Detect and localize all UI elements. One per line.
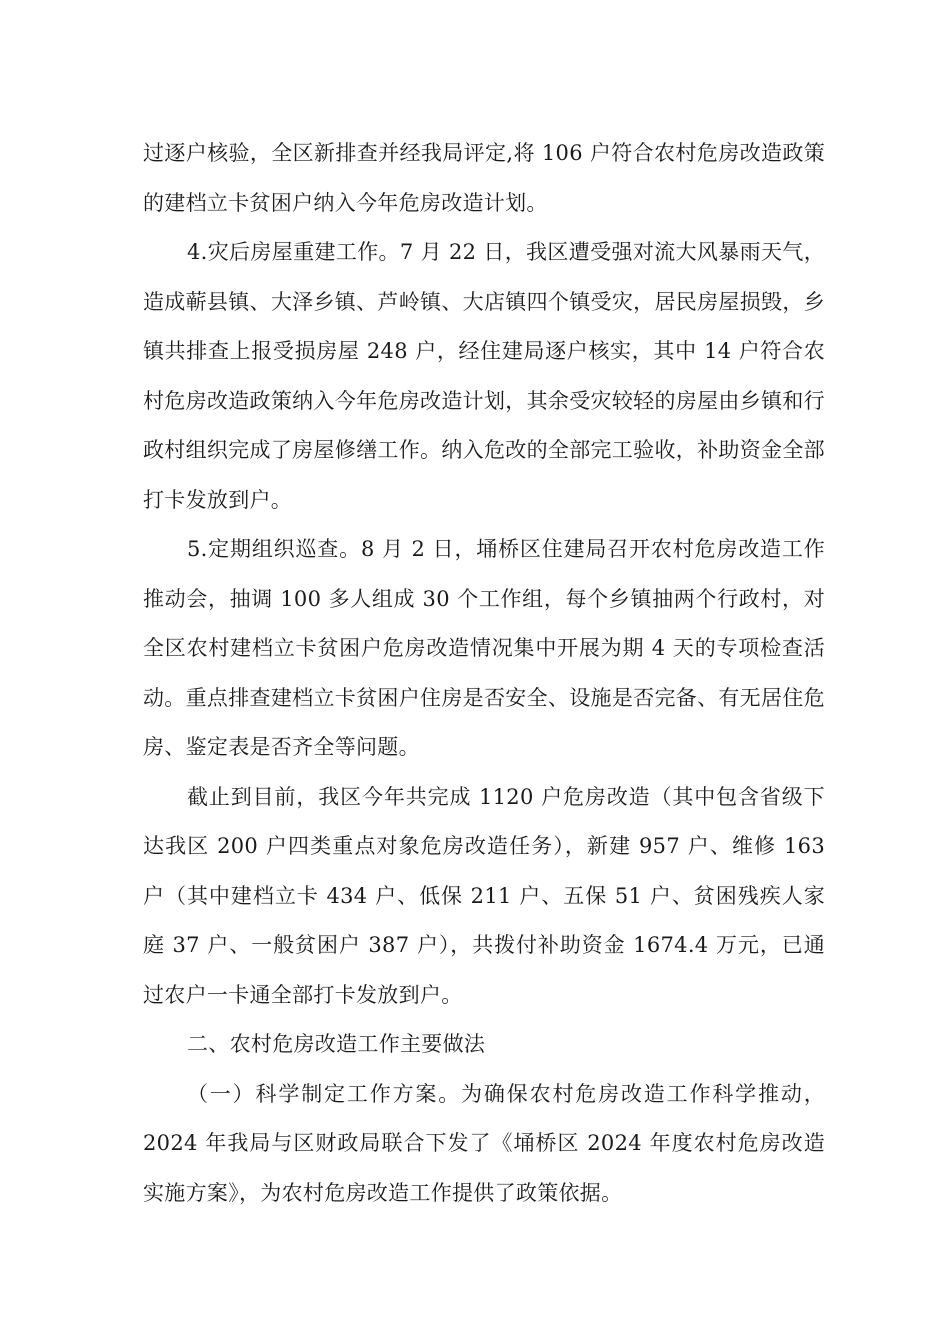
document-body bbox=[143, 129, 825, 1218]
paragraph-work-plan: （一）科学制定工作方案。为确保农村危房改造工作科学推动，2024 年我局与区财政局联合下发了《埇桥区 2024 年度农村危房改造实施方案》，为农村危房改造工作提供了政策依据。 bbox=[143, 1081, 825, 1205]
paragraph-inspection: 5.定期组织巡查。8 月 2 日，埇桥区住建局召开农村危房改造工作推动会，抽调 100 多人组成 30 个工作组，每个乡镇抽两个行政村，对全区农村建档立卡贫困户危房改造情况集中开展为期 4 天的专项检查活动。重点排查建档立卡贫困户住房是否安全、设施是否完备、有无居住危房、鉴定表是否齐全等问题。 bbox=[143, 537, 825, 759]
paragraph-continuation: 过逐户核验，全区新排查并经我局评定,将 106 户符合农村危房改造政策的建档立卡贫困户纳入今年危房改造计划。 bbox=[143, 141, 825, 215]
section-heading: 二、农村危房改造工作主要做法 bbox=[187, 1032, 486, 1056]
paragraph-summary: 截止到目前，我区今年共完成 1120 户危房改造（其中包含省级下达我区 200 户四类重点对象危房改造任务），新建 957 户、维修 163 户（其中建档立卡 434 户、低保 211 户、五保 51 户、贫困残疾人家庭 37 户、一般贫困户 387 户），共拨付补助资金 1674.4 万元，已通过农户一卡通全部打卡发放到户。 bbox=[143, 784, 825, 1007]
paragraph-disaster-rebuild: 4.灾后房屋重建工作。7 月 22 日，我区遭受强对流大风暴雨天气，造成蕲县镇、大泽乡镇、芦岭镇、大店镇四个镇受灾，居民房屋损毁，乡镇共排查上报受损房屋 248 户，经住建局逐户核实，其中 14 户符合农村危房改造政策纳入今年危房改造计划，其余受灾较轻的房屋由乡镇和行政村组织完成了房屋修缮工作。纳入危改的全部完工验收，补助资金全部打卡发放到户。 bbox=[143, 240, 825, 512]
